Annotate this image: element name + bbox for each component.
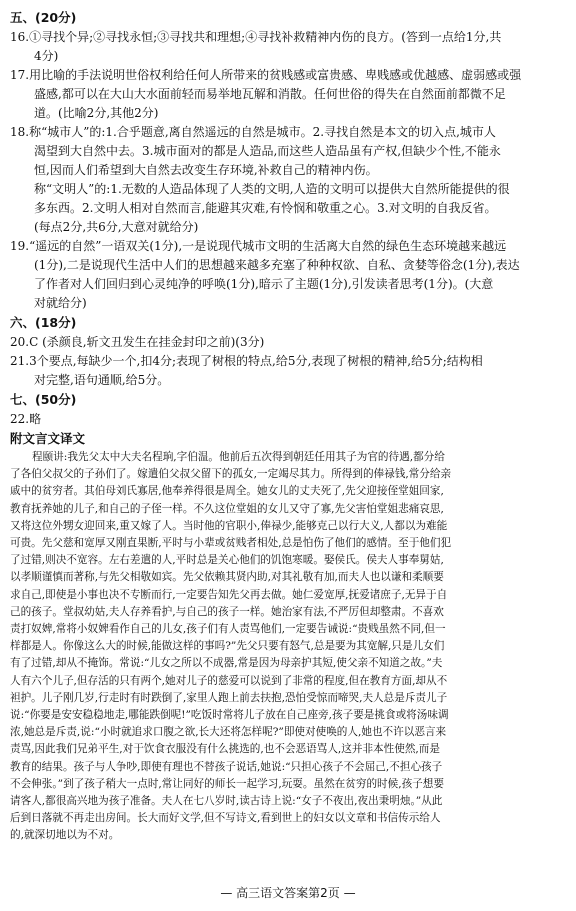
translation-line: 又将这位外甥女迎回来,重又嫁了人。当时他的官职小,俸禄少,能够克己以行大义,人都以为难能	[10, 519, 448, 532]
page-footer: — 高三语文答案第2页 —	[220, 886, 356, 900]
translation-line: 了各伯父叔父的子孙们了。嫁遣伯父叔父留下的孤女,一定竭尽其力。所得到的俸禄钱,常分给亲	[10, 468, 452, 481]
translation-line: 了过错,则决不宽容。左右差遣的人,平时总是关心他们的饥饱寒暖。娶侯氏。侯夫人事奉舅姑,	[10, 554, 444, 567]
answer-line: 4分)	[34, 49, 59, 63]
answer-line: 21.3个要点,每缺少一个,扣4分;表现了树根的特点,给5分,表现了树根的精神,给5分;结构相	[10, 354, 483, 368]
section-heading: 五、(20分)	[10, 10, 77, 25]
answer-line: 了作者对人们回归到心灵纯净的呼唤(1分),暗示了主题(1分),引发读者思考(1分)。(大意	[34, 277, 494, 291]
translation-line: 袒护。儿子刚几岁,行走时有时跌倒了,家里人跑上前去扶抱,恐怕受惊而啼哭,夫人总是斥责儿子	[10, 691, 448, 704]
answer-line: 16.①寻找个异;②寻找永恒;③寻找共和理想;④寻找补救精神内伤的良方。(答到一点给1分,共	[10, 30, 502, 44]
answer-line: 17.用比喻的手法说明世俗权利给任何人所带来的贫贱感或富贵感、卑贱感或优越感、虚弱感或强	[10, 68, 522, 82]
translation-line: 后到日落就不再走出房间。长大而好文学,但不写诗文,看到世上的妇女以文章和书信传示给人	[10, 812, 441, 825]
translation-line: 程颐讲:我先父太中大夫名程珦,字伯温。他前后五次得到朝廷任用其子为官的待遇,都分给	[32, 451, 445, 463]
answer-line: 18.称“城市人”的:1.合乎题意,离自然遥远的自然是城市。2.寻找自然是本文的切入点,城市人	[10, 125, 496, 139]
answer-section	[10, 8, 566, 449]
answer-line: 称“文明人”的:1.无数的人造品体现了人类的文明,人造的文明可以提供大自然所能提供的很	[34, 182, 510, 196]
translation-line: 请客人,都很高兴地为孩子准备。夫人在七八岁时,读古诗上说:“女子不夜出,夜出秉明烛。”从此	[10, 795, 443, 808]
section-heading: 七、(50分)	[10, 392, 77, 407]
answer-line: 对就给分)	[34, 296, 87, 310]
translation-line: 教育抚养她的儿子,和自己的子侄一样。不久这位堂姐的女儿又守了寡,先父害怕堂姐悲痛哀思,	[10, 502, 444, 515]
translation-line: 可贵。先父慈和宽厚又刚直果断,平时与小辈或贫贱者相处,总是怕伤了他们的感情。至于他们犯	[10, 537, 452, 550]
translation-line: 的,就深切地以为不对。	[10, 829, 120, 842]
answer-line: 盛感,都可以在大山大水面前轻而易举地瓦解和消散。任何世俗的得失在自然面前都微不足	[34, 87, 506, 101]
translation-line: 责打奴婢,常将小奴婢看作自己的儿女,孩子们有人责骂他们,一定要告诫说:“贵贱虽然不同,但一	[10, 623, 446, 636]
answer-line: (每点2分,共6分,大意对就给分)	[34, 220, 199, 234]
translation-line: 以孝顺谨慎而著称,与先父相敬如宾。先父依赖其贤内助,对其礼敬有加,而夫人也以谦和柔顺要	[10, 571, 444, 584]
translation-line: 不会伸张。”到了孩子稍大一点时,常让同好的师长一起学习,玩耍。虽然在贫穷的时候,孩子想要	[10, 777, 444, 790]
translation-line: 人有六个儿子,但存活的只有两个,她对儿子的慈爱可以说到了非常的程度,但在教育方面,却从不	[10, 674, 448, 687]
answer-line: 19.“遥远的自然”一语双关(1分),一是说现代城市文明的生活离大自然的绿色生态环境越来越远	[10, 239, 507, 253]
answer-line: 20.C (杀颜良,斩文丑发生在挂金封印之前)(3分)	[10, 335, 265, 349]
section-heading: 六、(18分)	[10, 315, 77, 330]
translation-line: 有了过错,却从不掩饰。常说:“儿女之所以不成器,常是因为母亲护其短,使父亲不知道之故。”夫	[10, 657, 443, 670]
answer-line: (1分),二是说现代生活中人们的思想越来越多充塞了种种权欲、自私、贪婪等俗念(1分),表达	[34, 258, 520, 272]
answer-line: 22.略	[10, 412, 42, 426]
translation-line: 说:“你要是安安稳稳地走,哪能跌倒呢!”吃饭时常将儿子放在自己座旁,孩子要是挑食或将汤味调	[10, 709, 449, 722]
section-heading: 附文言文译文	[10, 431, 86, 446]
translation-line: 求自己,即使是小事也决不专断而行,一定要告知先父再去做。她仁爱宽厚,抚爱诸庶子,无异于自	[10, 588, 448, 601]
translation-line: 责骂,因此我们兄弟平生,对于饮食衣服没有什么挑选的,也不会恶语骂人,这并非本性使然,而是	[10, 743, 440, 756]
classical-translation	[10, 449, 566, 845]
translation-line: 样都是人。你像这么大的时候,能做这样的事吗?”先父只要有怒气,总是要为其宽解,只是儿女们	[10, 640, 445, 653]
translation-line: 己的孩子。堂叔幼姑,夫人存养看护,与自己的孩子一样。她治家有法,不严厉但却整肃。不喜欢	[10, 605, 444, 618]
answer-line: 道。(比喻2分,其他2分)	[34, 106, 159, 120]
answer-line: 恒,因而人们希望到大自然去改变生存环境,补救自己的精神内伤。	[34, 163, 378, 177]
answer-line: 多东西。2.文明人相对自然而言,能避其灾难,有怜悯和敬重之心。3.对文明的自我反省。	[34, 201, 497, 215]
answer-line: 渴望到大自然中去。3.城市面对的都是人造品,而这些人造品虽有产权,但缺少个性,不能永	[34, 144, 501, 158]
translation-line: 戚中的贫穷者。其伯母刘氏寡居,他奉养得很是周全。她女儿的丈夫死了,先父迎接侄堂姐回家,	[10, 485, 444, 498]
translation-line: 浓,她总是斥责,说:“小时就追求口腹之欲,长大还将怎样呢?”即使对使唤的人,她也不许以恶言来	[10, 726, 447, 739]
answer-line: 对完整,语句通顺,给5分。	[34, 373, 170, 387]
translation-line: 教育的结果。孩子与人争吵,即使有理也不替孩子说话,她说:“只担心孩子不会屈己,不担心孩子	[10, 760, 443, 773]
